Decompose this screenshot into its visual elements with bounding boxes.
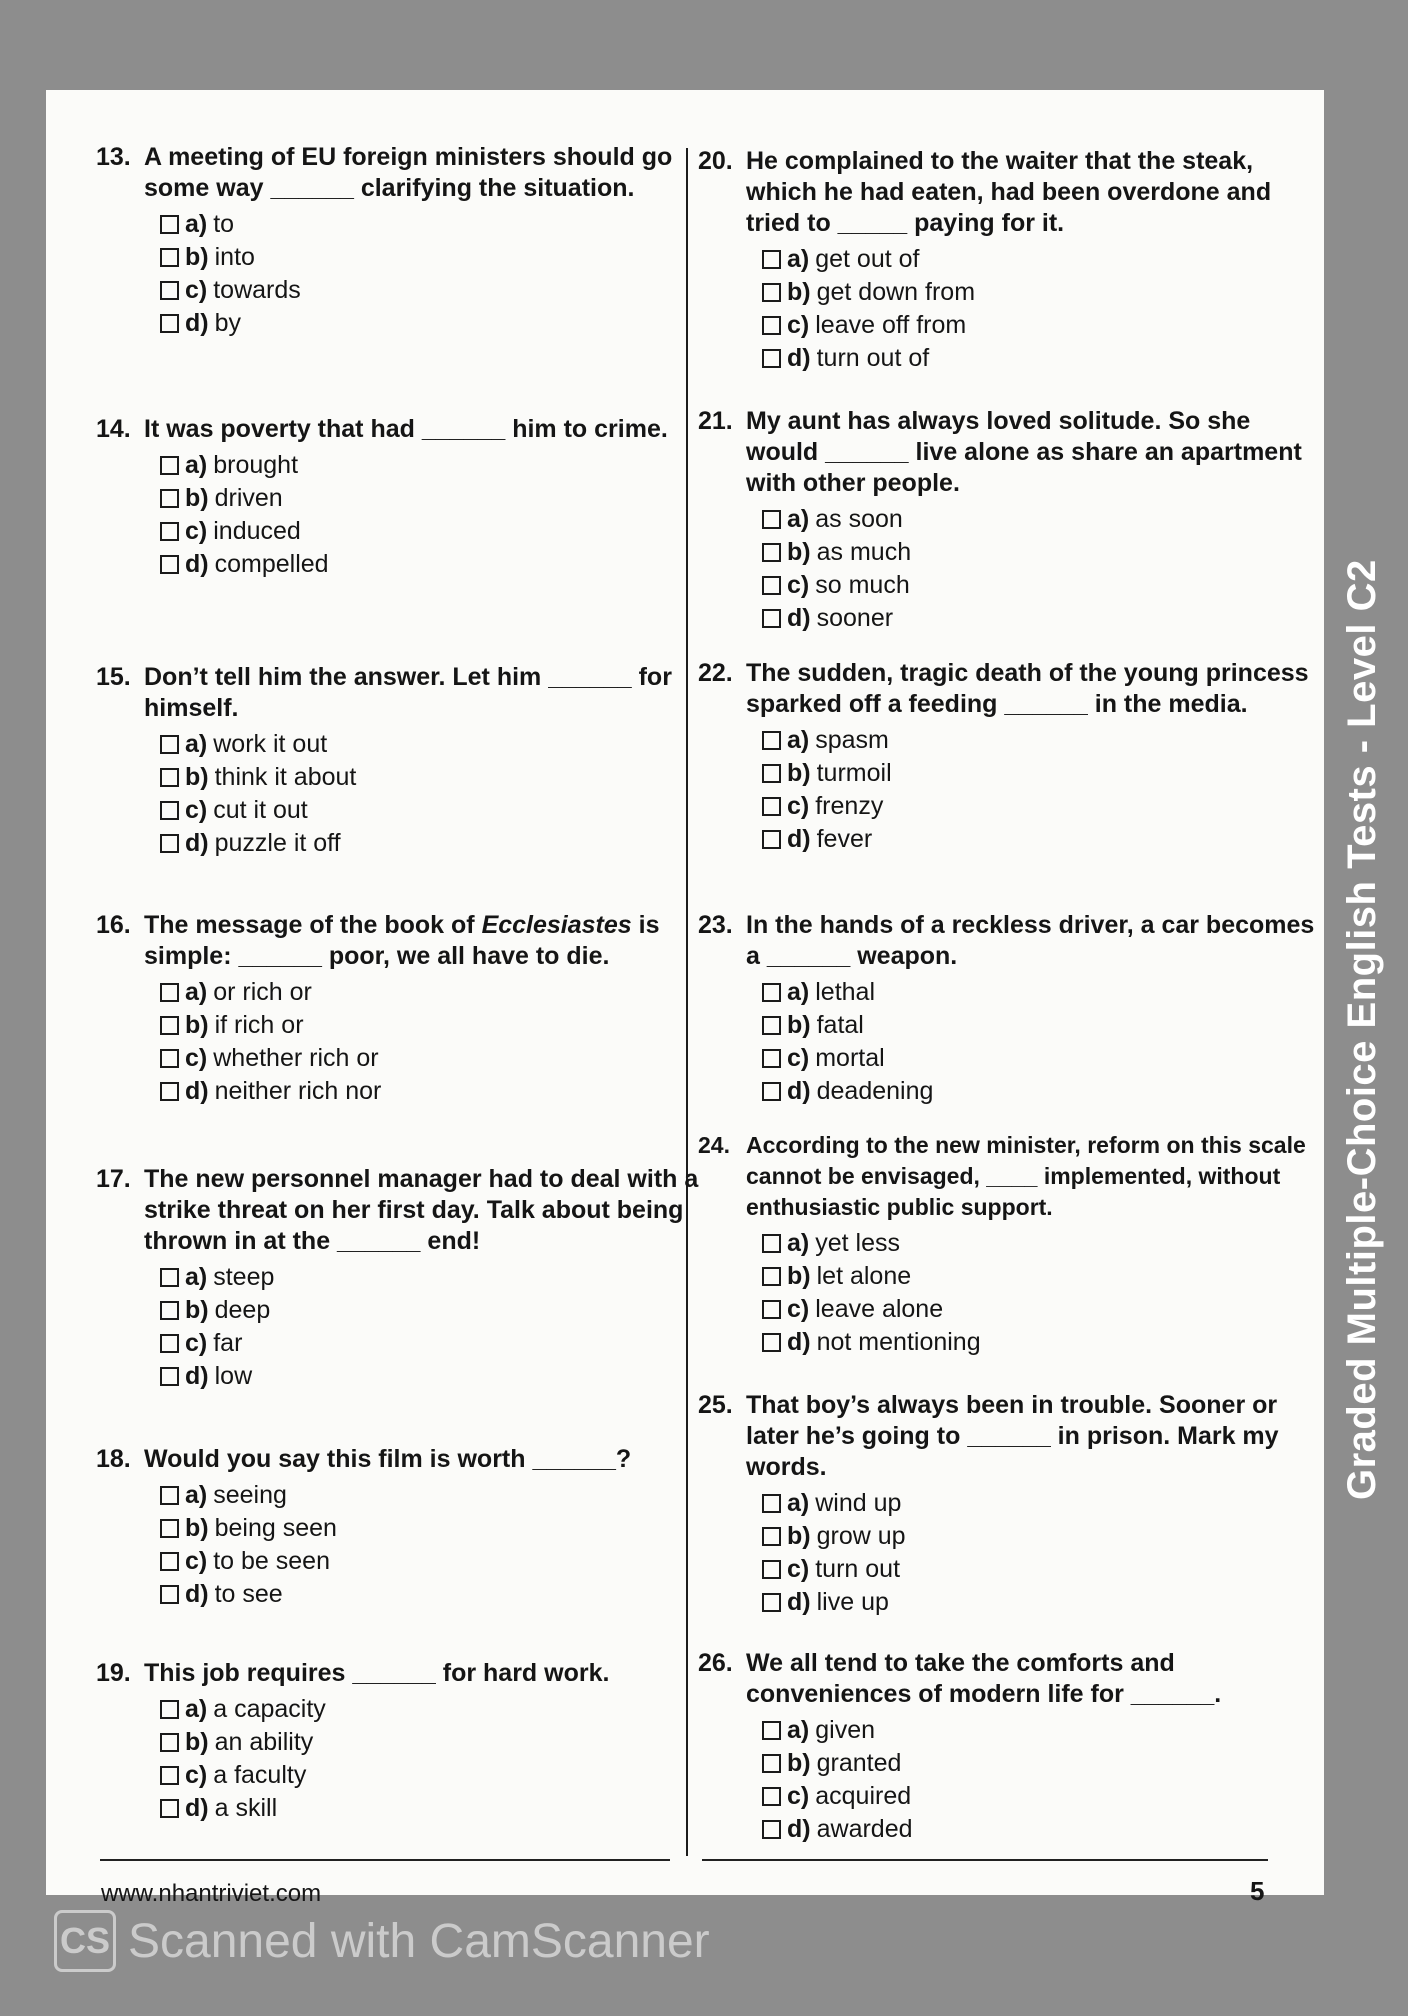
option-a[interactable]: a) or rich or <box>160 976 704 1009</box>
checkbox[interactable] <box>762 1234 781 1253</box>
options <box>762 1227 1326 1359</box>
checkbox[interactable] <box>762 316 781 335</box>
side-title: Graded Multiple-Choice English Tests - Level C2 <box>1340 559 1384 1500</box>
option-b[interactable]: b) get down from <box>762 276 1326 309</box>
checkbox[interactable] <box>762 1049 781 1068</box>
checkbox[interactable] <box>762 543 781 562</box>
question-number: 23. <box>698 911 733 939</box>
page-number: 5 <box>1250 1876 1265 1906</box>
option-d[interactable]: d) a skill <box>160 1792 704 1825</box>
checkbox[interactable] <box>160 215 179 234</box>
option-a[interactable]: a) a capacity <box>160 1693 704 1726</box>
option-b[interactable]: b) think it about <box>160 761 704 794</box>
checkbox[interactable] <box>762 510 781 529</box>
options <box>762 503 1326 635</box>
options <box>160 728 704 860</box>
option-b[interactable]: b) deep <box>160 1294 704 1327</box>
option-c[interactable]: c) whether rich or <box>160 1042 704 1075</box>
question-number: 22. <box>698 659 733 687</box>
option-d[interactable]: d) low <box>160 1360 704 1393</box>
option-d[interactable]: d) not mentioning <box>762 1326 1326 1359</box>
question-number: 17. <box>96 1165 131 1193</box>
checkbox[interactable] <box>160 1049 179 1068</box>
question-21 <box>698 406 1326 635</box>
checkbox[interactable] <box>160 1766 179 1785</box>
checkbox[interactable] <box>762 1016 781 1035</box>
checkbox[interactable] <box>160 489 179 508</box>
checkbox[interactable] <box>762 1082 781 1101</box>
option-d[interactable]: d) sooner <box>762 602 1326 635</box>
checkbox[interactable] <box>160 1552 179 1571</box>
options <box>160 1479 704 1611</box>
option-a[interactable]: a) given <box>762 1714 1326 1747</box>
checkbox[interactable] <box>762 1560 781 1579</box>
checkbox[interactable] <box>762 1721 781 1740</box>
option-a[interactable]: a) seeing <box>160 1479 704 1512</box>
option-d[interactable]: d) puzzle it off <box>160 827 704 860</box>
option-a[interactable]: a) work it out <box>160 728 704 761</box>
footer-rule-right <box>702 1859 1268 1861</box>
page <box>46 90 1324 1907</box>
question-26 <box>698 1648 1326 1846</box>
options <box>762 1714 1326 1846</box>
options <box>160 1261 704 1393</box>
question-23 <box>698 910 1326 1108</box>
checkbox[interactable] <box>762 1787 781 1806</box>
checkbox[interactable] <box>160 456 179 475</box>
question-text: A meeting of EU foreign ministers should go some way ______ clarifying the situation. <box>144 143 673 202</box>
option-c[interactable]: c) mortal <box>762 1042 1326 1075</box>
option-a[interactable]: a) steep <box>160 1261 704 1294</box>
checkbox[interactable] <box>160 522 179 541</box>
option-c[interactable]: c) far <box>160 1327 704 1360</box>
option-a[interactable]: a) yet less <box>762 1227 1326 1260</box>
checkbox[interactable] <box>160 248 179 267</box>
footer-rule-left <box>100 1859 670 1861</box>
question-20 <box>698 146 1326 375</box>
checkbox[interactable] <box>762 797 781 816</box>
question-text: The sudden, tragic death of the young princess sparked off a feeding ______ in the media. <box>746 659 1309 718</box>
options <box>160 208 704 340</box>
options <box>762 724 1326 856</box>
question-text: The new personnel manager had to deal with a strike threat on her first day. Talk about being thrown in at the ______ end! <box>144 1165 699 1255</box>
option-d[interactable]: d) deadening <box>762 1075 1326 1108</box>
checkbox[interactable] <box>762 609 781 628</box>
option-b[interactable]: b) granted <box>762 1747 1326 1780</box>
option-a[interactable]: a) brought <box>160 449 704 482</box>
option-d[interactable]: d) to see <box>160 1578 704 1611</box>
options <box>762 976 1326 1108</box>
checkbox[interactable] <box>160 1700 179 1719</box>
options <box>160 449 704 581</box>
option-c[interactable]: c) leave off from <box>762 309 1326 342</box>
options <box>762 243 1326 375</box>
camscanner-watermark <box>54 1910 710 1972</box>
checkbox[interactable] <box>762 1267 781 1286</box>
checkbox[interactable] <box>160 1733 179 1752</box>
checkbox[interactable] <box>160 555 179 574</box>
question-number: 20. <box>698 147 733 175</box>
option-a[interactable]: a) wind up <box>762 1487 1326 1520</box>
checkbox[interactable] <box>762 1494 781 1513</box>
checkbox[interactable] <box>762 283 781 302</box>
option-d[interactable]: d) by <box>160 307 704 340</box>
option-b[interactable]: b) an ability <box>160 1726 704 1759</box>
option-a[interactable]: a) to <box>160 208 704 241</box>
option-d[interactable]: d) neither rich nor <box>160 1075 704 1108</box>
question-text: We all tend to take the comforts and conveniences of modern life for ______. <box>746 1649 1222 1708</box>
option-b[interactable]: b) as much <box>762 536 1326 569</box>
option-a[interactable]: a) get out of <box>762 243 1326 276</box>
question-19 <box>96 1658 704 1825</box>
checkbox[interactable] <box>762 349 781 368</box>
option-b[interactable]: b) if rich or <box>160 1009 704 1042</box>
checkbox[interactable] <box>762 1754 781 1773</box>
checkbox[interactable] <box>160 1334 179 1353</box>
question-text: According to the new minister, reform on this scale cannot be envisaged, ____ implemented, without enthusiastic public support. <box>746 1132 1306 1220</box>
option-c[interactable]: c) leave alone <box>762 1293 1326 1326</box>
option-b[interactable]: b) fatal <box>762 1009 1326 1042</box>
question-25 <box>698 1390 1326 1619</box>
checkbox[interactable] <box>762 983 781 1002</box>
question-text: Don’t tell him the answer. Let him ______ for himself. <box>144 663 672 722</box>
checkbox[interactable] <box>160 1367 179 1386</box>
question-18 <box>96 1444 704 1611</box>
checkbox[interactable] <box>762 1333 781 1352</box>
option-d[interactable]: d) live up <box>762 1586 1326 1619</box>
checkbox[interactable] <box>160 735 179 754</box>
question-text: The message of the book of Ecclesiastes is simple: ______ poor, we all have to die. <box>144 911 660 970</box>
option-d[interactable]: d) awarded <box>762 1813 1326 1846</box>
question-17 <box>96 1164 704 1393</box>
checkbox[interactable] <box>762 764 781 783</box>
question-24 <box>698 1130 1326 1359</box>
option-d[interactable]: d) compelled <box>160 548 704 581</box>
checkbox[interactable] <box>762 830 781 849</box>
option-c[interactable]: c) so much <box>762 569 1326 602</box>
question-number: 14. <box>96 415 131 443</box>
checkbox[interactable] <box>762 576 781 595</box>
question-number: 16. <box>96 911 131 939</box>
checkbox[interactable] <box>762 1820 781 1839</box>
question-13 <box>96 142 704 340</box>
option-c[interactable]: c) induced <box>160 515 704 548</box>
question-text: In the hands of a reckless driver, a car becomes a ______ weapon. <box>746 911 1315 970</box>
camscanner-logo-icon: CS <box>54 1910 116 1972</box>
question-number: 13. <box>96 143 131 171</box>
checkbox[interactable] <box>160 314 179 333</box>
question-number: 24. <box>698 1132 730 1158</box>
checkbox[interactable] <box>160 983 179 1002</box>
question-16 <box>96 910 704 1108</box>
option-b[interactable]: b) being seen <box>160 1512 704 1545</box>
option-a[interactable]: a) as soon <box>762 503 1326 536</box>
option-c[interactable]: c) a faculty <box>160 1759 704 1792</box>
checkbox[interactable] <box>762 1593 781 1612</box>
question-text: It was poverty that had ______ him to crime. <box>144 415 668 443</box>
option-c[interactable]: c) frenzy <box>762 790 1326 823</box>
options <box>160 976 704 1108</box>
checkbox[interactable] <box>762 1300 781 1319</box>
question-number: 15. <box>96 663 131 691</box>
checkbox[interactable] <box>160 1519 179 1538</box>
watermark-text: Scanned with CamScanner <box>128 1914 710 1968</box>
option-c[interactable]: c) turn out <box>762 1553 1326 1586</box>
checkbox[interactable] <box>160 281 179 300</box>
checkbox[interactable] <box>160 1268 179 1287</box>
question-text: My aunt has always loved solitude. So she would ______ live alone as share an apartment with other people. <box>746 407 1302 497</box>
question-text: Would you say this film is worth ______? <box>144 1445 632 1473</box>
option-c[interactable]: c) towards <box>160 274 704 307</box>
checkbox[interactable] <box>160 1799 179 1818</box>
checkbox[interactable] <box>160 768 179 787</box>
checkbox[interactable] <box>160 801 179 820</box>
checkbox[interactable] <box>762 731 781 750</box>
option-a[interactable]: a) lethal <box>762 976 1326 1009</box>
option-c[interactable]: c) cut it out <box>160 794 704 827</box>
option-b[interactable]: b) let alone <box>762 1260 1326 1293</box>
option-b[interactable]: b) turmoil <box>762 757 1326 790</box>
question-text: That boy’s always been in trouble. Sooner or later he’s going to ______ in prison. Mark my words. <box>746 1391 1279 1481</box>
checkbox[interactable] <box>160 1016 179 1035</box>
checkbox[interactable] <box>160 1585 179 1604</box>
checkbox[interactable] <box>160 1082 179 1101</box>
question-text: He complained to the waiter that the steak, which he had eaten, had been overdone and tried to _____ paying for it. <box>746 147 1272 237</box>
options <box>762 1487 1326 1619</box>
footer-url: www.nhantriviet.com <box>101 1880 322 1907</box>
options <box>160 1693 704 1825</box>
question-number: 26. <box>698 1649 733 1677</box>
question-14 <box>96 414 704 581</box>
checkbox[interactable] <box>762 1527 781 1546</box>
option-b[interactable]: b) driven <box>160 482 704 515</box>
question-number: 21. <box>698 407 733 435</box>
option-d[interactable]: d) turn out of <box>762 342 1326 375</box>
option-a[interactable]: a) spasm <box>762 724 1326 757</box>
option-c[interactable]: c) to be seen <box>160 1545 704 1578</box>
question-number: 18. <box>96 1445 131 1473</box>
checkbox[interactable] <box>160 834 179 853</box>
checkbox[interactable] <box>762 250 781 269</box>
checkbox[interactable] <box>160 1486 179 1505</box>
option-b[interactable]: b) into <box>160 241 704 274</box>
question-number: 19. <box>96 1659 131 1687</box>
option-d[interactable]: d) fever <box>762 823 1326 856</box>
checkbox[interactable] <box>160 1301 179 1320</box>
question-15 <box>96 662 704 860</box>
option-b[interactable]: b) grow up <box>762 1520 1326 1553</box>
option-c[interactable]: c) acquired <box>762 1780 1326 1813</box>
question-text: This job requires ______ for hard work. <box>144 1659 610 1687</box>
question-number: 25. <box>698 1391 733 1419</box>
question-22 <box>698 658 1326 856</box>
